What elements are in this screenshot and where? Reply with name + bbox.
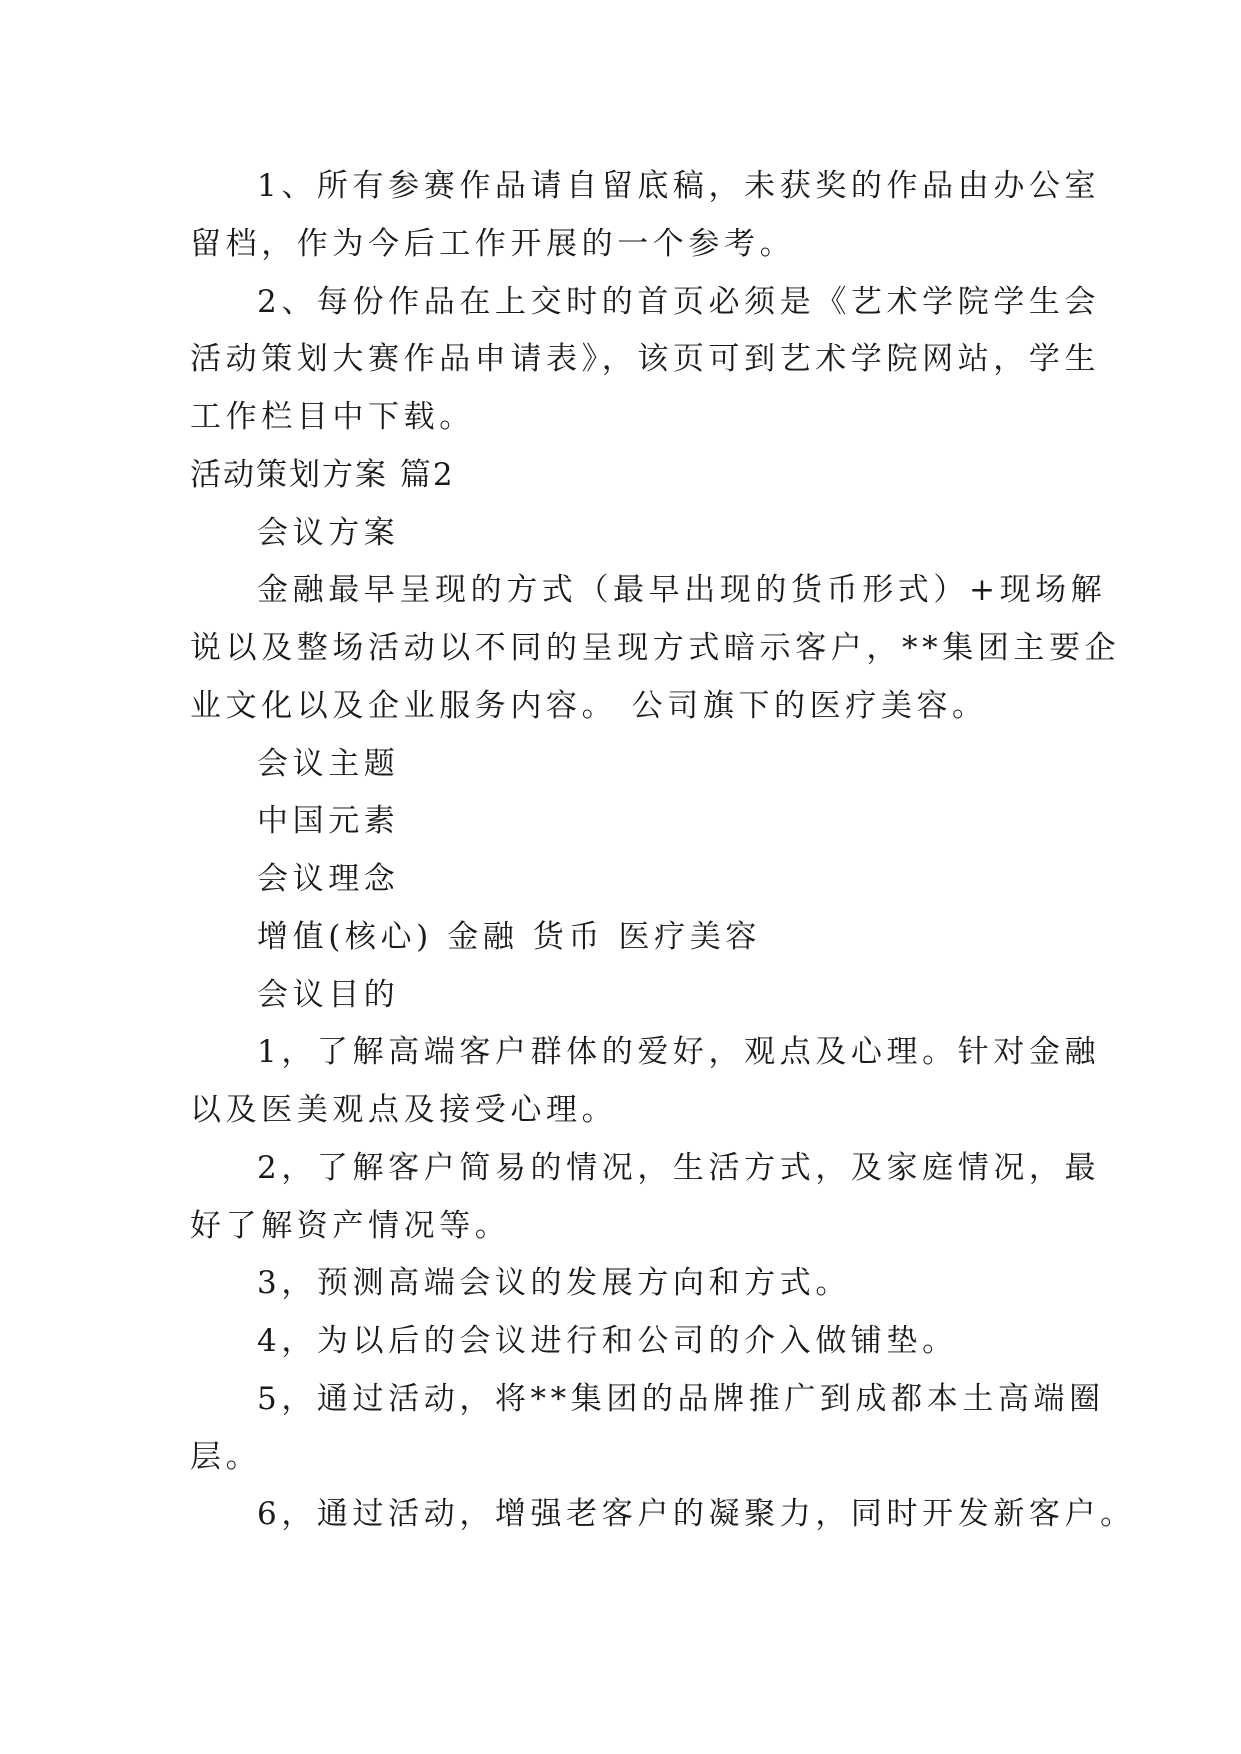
meeting-plan-label: 会议方案 <box>257 515 400 551</box>
purpose-5-line-1: 5，通过活动，将**集团的品牌推广到成都本土高端圈 <box>257 1381 1105 1417</box>
meeting-theme-value: 中国元素 <box>257 803 400 839</box>
paragraph-1-line-2: 留档，作为今后工作开展的一个参考。 <box>190 226 796 262</box>
meeting-purpose-label: 会议目的 <box>257 977 400 1013</box>
paragraph-2-line-1: 2、每份作品在上交时的首页必须是《艺术学院学生会 <box>257 284 1101 320</box>
purpose-2-line-2: 好了解资产情况等。 <box>190 1208 511 1244</box>
paragraph-2-line-3: 工作栏目中下载。 <box>190 399 475 435</box>
purpose-6: 6，通过活动，增强老客户的凝聚力，同时开发新客户。 <box>257 1496 1136 1532</box>
meeting-concept-value: 增值(核心) 金融 货币 医疗美容 <box>257 919 761 955</box>
purpose-4: 4，为以后的会议进行和公司的介入做铺垫。 <box>257 1323 958 1359</box>
purpose-1-line-2: 以及医美观点及接受心理。 <box>190 1092 618 1128</box>
paragraph-3-line-3: 业文化以及企业服务内容。 公司旗下的医疗美容。 <box>190 688 988 724</box>
purpose-2-line-1: 2，了解客户简易的情况，生活方式，及家庭情况，最 <box>257 1150 1101 1186</box>
meeting-concept-label: 会议理念 <box>257 861 400 897</box>
purpose-3: 3，预测高端会议的发展方向和方式。 <box>257 1265 851 1301</box>
section-heading: 活动策划方案 篇2 <box>190 457 455 493</box>
purpose-5-line-2: 层。 <box>190 1439 262 1475</box>
paragraph-1-line-1: 1、所有参赛作品请自留底稿，未获奖的作品由办公室 <box>257 168 1101 204</box>
meeting-theme-label: 会议主题 <box>257 746 400 782</box>
paragraph-2-line-2: 活动策划大赛作品申请表》，该页可到艺术学院网站，学生 <box>190 341 1101 377</box>
paragraph-3-line-2: 说以及整场活动以不同的呈现方式暗示客户，**集团主要企 <box>190 630 1121 666</box>
paragraph-3-line-1: 金融最早呈现的方式（最早出现的货币形式）+现场解 <box>257 572 1107 608</box>
purpose-1-line-1: 1，了解高端客户群体的爱好，观点及心理。针对金融 <box>257 1034 1101 1070</box>
